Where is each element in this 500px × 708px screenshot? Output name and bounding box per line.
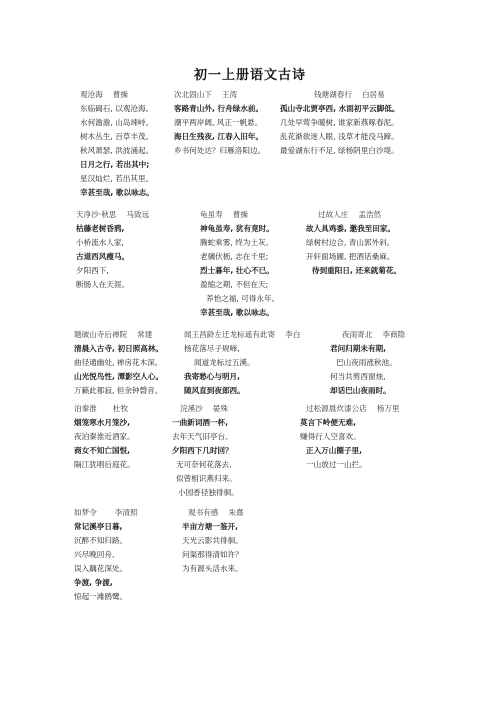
poem-line: 小园香径独徘徊。 [178, 488, 239, 497]
poem-line: 曲径通幽处, 禅房花木深。 [74, 358, 163, 367]
poem-line: 绿树村边合, 青山郭外斜。 [306, 238, 395, 247]
poem-line: 万籁此都寂, 但余钟磬音。 [74, 386, 163, 395]
poem-line: 海日生残夜, 江春入旧年。 [174, 132, 264, 141]
poem-line: 正入万山圈子里, [306, 446, 363, 455]
poem-line: 孤山寺北贾亭西, 水面初平云脚低。 [280, 104, 400, 113]
poem-author: 李清照 [114, 508, 138, 517]
poem-ci-bei-gu-shan-xia [174, 88, 265, 158]
poem-line: 问渠那得清如许？ [182, 550, 243, 559]
poem-line: 沉醉不知归路。 [74, 536, 128, 545]
poem-line: 夜泊秦淮近酒家。 [74, 432, 135, 441]
poem-line: 一曲新词酒一杯, [172, 418, 229, 427]
poem-author: 曹操 [112, 90, 128, 99]
poem-title: 闻王昌龄左迁龙标遥有此寄 [184, 330, 276, 339]
poem-line: 巴山夜雨涨秋池。 [336, 358, 397, 367]
poem-guan-cang-hai [80, 88, 154, 200]
poem-line: 常记溪亭日暮, [74, 522, 123, 531]
poem-line: 清晨入古寺, 初日照高林。 [74, 344, 164, 353]
poem-bo-qin-huai [74, 402, 135, 472]
poem-line: 幸甚至哉, 歌以咏志。 [80, 188, 154, 197]
poem-line: 东临碣石, 以观沧海。 [80, 104, 154, 113]
poem-line: 养怡之福, 可得永年。 [206, 294, 280, 303]
poem-line: 枯藤老树昏鸦, [76, 224, 125, 233]
poem-author: 李白 [285, 330, 301, 339]
poem-line: 盈缩之期, 不但在天; [200, 280, 269, 289]
poem-line: 老骥伏枥, 志在千里; [200, 252, 269, 261]
poem-line: 烈士暮年, 壮心不已。 [200, 266, 274, 275]
poem-line: 商女不知亡国恨, [74, 446, 131, 455]
poem-ye-yu-ji-bei [330, 328, 405, 398]
poem-line: 惊起一滩鸥鹭。 [74, 592, 128, 601]
poem-line: 日月之行, 若出其中; [80, 160, 150, 169]
poem-title: 过故人庄 [318, 210, 349, 219]
poem-line: 天光云影共徘徊。 [182, 536, 243, 545]
poem-line: 一山放过一山拦。 [306, 460, 367, 469]
poem-line: 隔江犹唱后庭花。 [74, 460, 135, 469]
poem-line: 最爱湖东行不足, 绿杨阴里白沙堤。 [280, 146, 399, 155]
poem-line: 无可奈何花落去, [176, 460, 232, 469]
poem-line: 赚得行人空喜欢。 [300, 432, 361, 441]
poem-line: 莫言下岭便无难, [300, 418, 357, 427]
poem-line: 误入藕花深处。 [74, 564, 128, 573]
poem-line: 腾蛇乘雾, 终为土灰。 [200, 238, 274, 247]
poem-author: 杨万里 [376, 404, 400, 413]
poem-author: 王湾 [221, 90, 238, 99]
poem-line: 去年天气旧亭台。 [172, 432, 233, 441]
poem-line: 开轩面场圃, 把酒话桑麻。 [306, 252, 395, 261]
poem-line: 乱花渐欲迷人眼, 浅草才能没马蹄。 [280, 132, 399, 141]
poem-author: 白居易 [361, 90, 385, 99]
poem-title: 天净沙·秋思 [76, 210, 117, 219]
poem-line: 树木丛生, 百草丰茂。 [80, 132, 154, 141]
poem-title: 夜雨寄北 [342, 330, 373, 339]
poem-title: 如梦令 [74, 508, 97, 517]
poem-line: 争渡, 争渡, [74, 578, 113, 587]
poem-line: 秋风萧瑟, 洪波涌起。 [80, 146, 154, 155]
poem-line: 随风直到夜郎西。 [184, 386, 245, 395]
poem-tian-jing-sha [76, 208, 149, 292]
poem-author: 马致远 [126, 210, 150, 219]
poem-line: 兴尽晚回舟, [74, 550, 115, 559]
poem-line: 半亩方塘一鉴开, [182, 522, 239, 531]
poem-author: 曹操 [232, 210, 248, 219]
poem-author: 孟浩然 [358, 210, 382, 219]
poem-author: 常建 [137, 330, 153, 339]
poem-line: 故人具鸡黍, 邀我至田家。 [306, 224, 396, 233]
poem-author: 杜牧 [112, 404, 128, 413]
poem-line: 我寄愁心与明月, [184, 372, 241, 381]
poem-title: 龟虽寿 [200, 210, 223, 219]
poem-line: 幸甚至哉, 歌以咏志。 [200, 308, 274, 317]
poem-line: 杨花落尽子规啼, [184, 344, 240, 353]
poem-huan-xi-sha [172, 402, 239, 500]
poem-guo-song-yuan [300, 402, 400, 472]
poem-title: 泊秦淮 [74, 404, 97, 413]
poem-author: 朱熹 [228, 508, 244, 517]
poem-title: 观沧海 [80, 90, 103, 99]
poem-line: 水何澹澹, 山岛竦峙。 [80, 118, 154, 127]
poem-wen-wang-chang-ling [184, 328, 300, 398]
poem-line: 潮平两岸阔, 风正一帆悬。 [174, 118, 263, 127]
poem-line: 小桥流水人家, [76, 238, 124, 247]
poem-line: 星汉灿烂, 若出其里。 [80, 174, 154, 183]
poem-line: 断肠人在天涯。 [76, 280, 130, 289]
poem-title: 题破山寺后禅院 [74, 330, 128, 339]
poem-line: 古道西风瘦马。 [76, 252, 130, 261]
poem-line: 烟笼寒水月笼沙, [74, 418, 131, 427]
poem-title: 过松源晨炊漆公店 [306, 404, 367, 413]
poem-gui-sui-shou [200, 208, 279, 320]
poem-title: 浣溪沙 [180, 404, 203, 413]
poem-line: 似曾相识燕归来。 [176, 474, 237, 483]
poem-guo-gu-ren-zhuang [306, 208, 401, 278]
poem-title: 钱塘湖春行 [314, 90, 352, 99]
poem-line: 却话巴山夜雨时。 [330, 386, 391, 395]
poem-guan-shu-you-gan [182, 506, 244, 576]
poem-line: 待到重阳日, 还来就菊花。 [312, 266, 402, 275]
poem-author: 李商隐 [382, 330, 406, 339]
poem-ru-meng-ling [74, 506, 138, 604]
poem-title: 观书有感 [188, 508, 219, 517]
poem-line: 山光悦鸟性, 潭影空人心。 [74, 372, 164, 381]
poem-line: 客路青山外, 行舟绿水前。 [174, 104, 264, 113]
poem-line: 闻道龙标过五溪。 [194, 358, 255, 367]
poem-line: 几处早莺争暖树, 谁家新燕啄春泥。 [280, 118, 399, 127]
poem-line: 为有源头活水来。 [182, 564, 243, 573]
poem-line: 神龟虽寿, 犹有竟时。 [200, 224, 274, 233]
poem-line: 夕阳西下, [76, 266, 109, 275]
page-title: 初一上册语文古诗 [193, 68, 306, 83]
poem-qian-tang-hu-chun-xing [280, 88, 399, 158]
poem-line: 夕阳西下几时回？ [172, 446, 233, 455]
poem-ti-po-shan-si [74, 328, 163, 398]
poem-line: 乡书何处达？归雁洛阳边。 [174, 146, 266, 155]
poem-line: 君问归期未有期, [330, 344, 387, 353]
poem-author: 晏殊 [212, 404, 228, 413]
poem-title: 次北固山下 [174, 90, 212, 99]
poem-line: 何当共剪西窗烛, [330, 372, 386, 381]
